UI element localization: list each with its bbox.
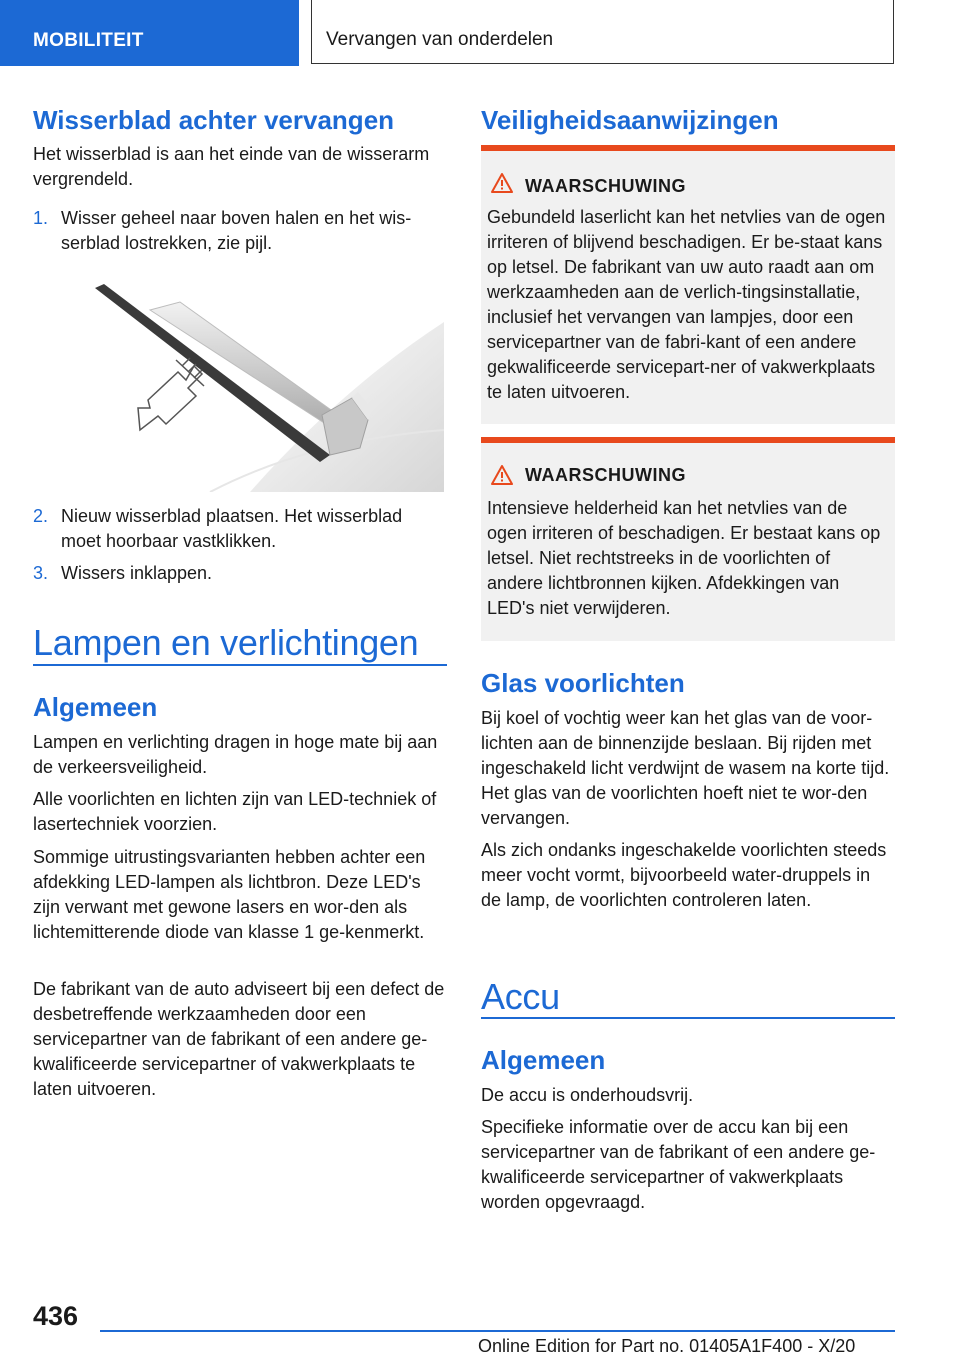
lamps-chapter-heading: Lampen en verlichtingen: [33, 622, 419, 663]
wiper-illustration: [90, 270, 444, 492]
glass-paragraph: Als zich ondanks ingeschakelde voorlichten steeds meer vocht vormt, bijvoorbeeld water-druppels in de lamp, de voorlichten controleren laten.: [481, 840, 887, 910]
chapter-rule: [481, 1017, 895, 1019]
lamps-paragraph: Lampen en verlichting dragen in hoge mate bij aan de verkeersveiligheid.: [33, 732, 438, 777]
step-number: 2.: [33, 506, 49, 526]
glass-heading: Glas voorlichten: [481, 668, 685, 698]
warning-box: [481, 437, 895, 641]
warning-label: WAARSCHUWING: [525, 176, 686, 196]
warning-text: Intensieve helderheid kan het netvlies van de ogen irriteren of beschadigen. Er bestaat kans op letsel. Niet rechtstreeks in de voorlichten of andere lichtbronnen kijken. Afdekkingen van LED's niet verwijderen.: [487, 498, 881, 618]
chapter-tab: [0, 0, 299, 66]
step-number: 3.: [33, 563, 49, 583]
warning-label: WAARSCHUWING: [525, 465, 686, 485]
wiper-intro: Het wisserblad is aan het einde van de wisserarm vergrendeld.: [33, 144, 430, 189]
battery-paragraph: Specifieke informatie over de accu kan bij een servicepartner van de fabrikant of een andere ge-kwalificeerde servicepartner of vakwerkplaats worden opgevraagd.: [481, 1117, 876, 1212]
lamps-sub-heading: Algemeen: [33, 692, 158, 722]
lamps-paragraph: Sommige uitrustingsvarianten hebben achter een afdekking LED-lampen als lichtbron. Deze LED's zijn verwant met gewone lasers en wor-den als lichtemitterende diode van klasse 1 ge-kenmerkt.: [33, 847, 426, 942]
lamps-paragraph: De fabrikant van de auto adviseert bij een defect de desbetreffende werkzaamheden door een servicepartner van de fabrikant of een andere ge-kwalificeerde servicepartner of vakwerkplaats te laten uitvoeren.: [33, 979, 445, 1099]
chapter-title: MOBILITEIT: [33, 30, 144, 51]
warning-triangle-icon: [491, 464, 513, 486]
battery-sub-heading: Algemeen: [481, 1045, 606, 1075]
warning-bar: [481, 145, 895, 151]
step-text: Wissers inklappen.: [61, 563, 213, 583]
step-number: 1.: [33, 208, 49, 228]
step-text: Wisser geheel naar boven halen en het wis-serblad lostrekken, zie pijl.: [61, 208, 412, 253]
glass-paragraph: Bij koel of vochtig weer kan het glas van de voor-lichten aan de binnenzijde beslaan. Bij rijden met ingeschakeld licht verdwijnt de wasem na korte tijd. Het glas van de voorlichten hoeft niet te wor-den vervangen.: [481, 708, 890, 828]
wiper-heading: Wisserblad achter vervangen: [33, 105, 395, 135]
step-text: Nieuw wisserblad plaatsen. Het wisserblad moet hoorbaar vastklikken.: [61, 506, 403, 551]
warning-text: Gebundeld laserlicht kan het netvlies van de ogen irriteren of blijvend beschadigen. Er be-staat kans op letsel. De fabrikant van uw auto raadt aan om werkzaamheden aan de verlich-tingsinstallatie, inclusief het vervangen van lampjes, door een servicepartner van de fabri-kant of een andere gekwalificeerde servicepart-ner of vakwerkplaats te laten uitvoeren.: [487, 207, 886, 402]
footer-rule: [100, 1330, 895, 1332]
battery-chapter-heading: Accu: [481, 976, 560, 1017]
section-tab: [311, 0, 894, 64]
lamps-paragraph: Alle voorlichten en lichten zijn van LED-techniek of lasertechniek voorzien.: [33, 789, 437, 834]
safety-heading: Veiligheidsaanwijzingen: [481, 105, 779, 135]
footer-edition: Online Edition for Part no. 01405A1F400 - X/20: [478, 1336, 856, 1356]
section-title: Vervangen van onderdelen: [326, 29, 554, 50]
page-number: 436: [33, 1301, 79, 1331]
warning-box: [481, 145, 895, 424]
battery-paragraph: De accu is onderhoudsvrij.: [481, 1085, 694, 1105]
warning-triangle-icon: [491, 172, 513, 194]
chapter-rule: [33, 664, 447, 666]
warning-bar: [481, 437, 895, 443]
